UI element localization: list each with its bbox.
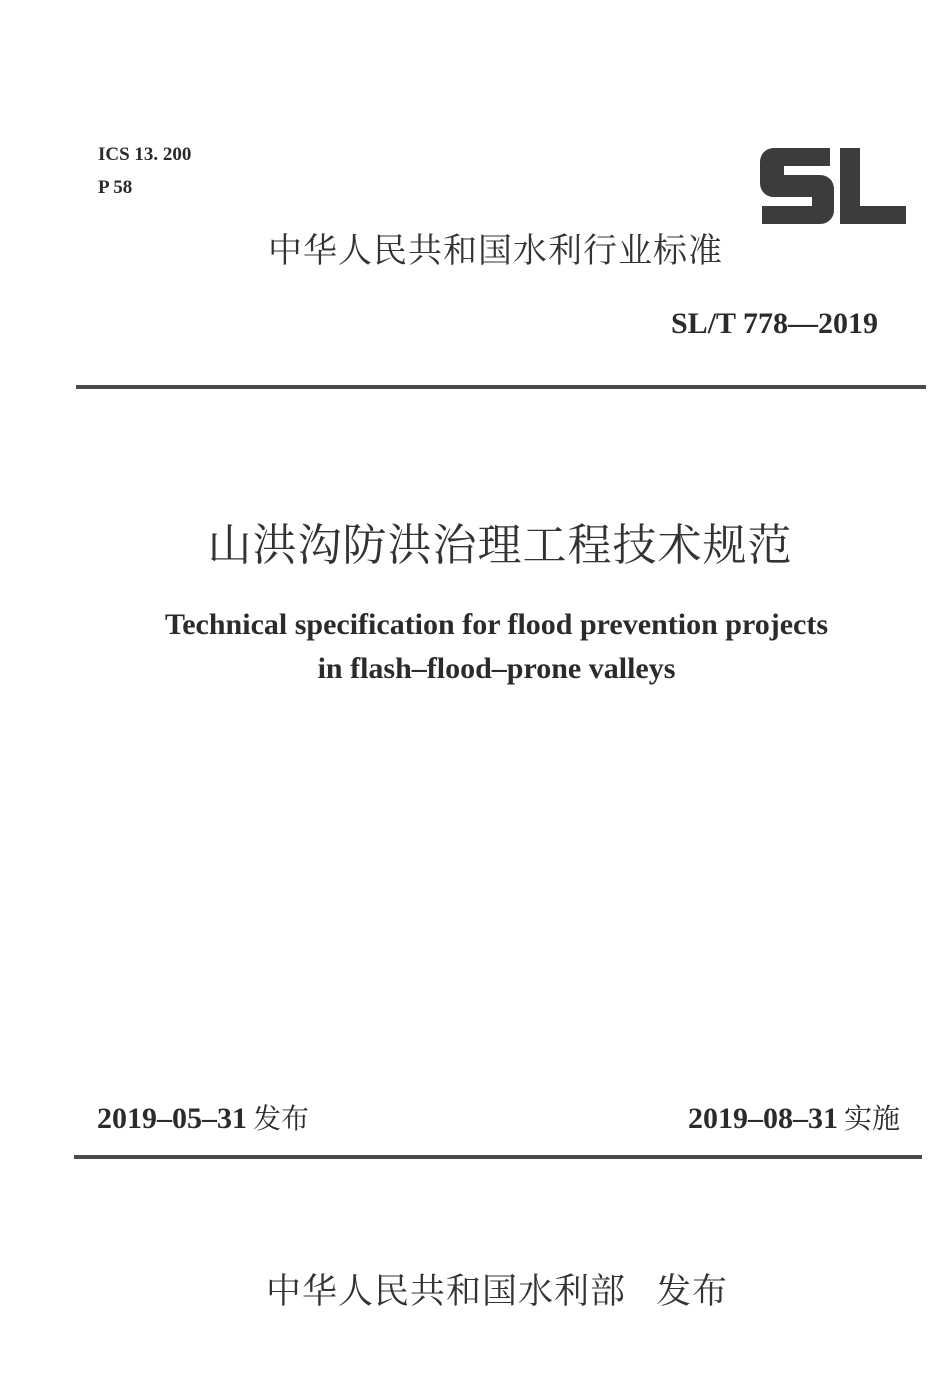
bottom-divider <box>74 1155 922 1159</box>
issuer-line <box>266 1268 728 1316</box>
issuer-action: 发布 <box>656 1272 729 1312</box>
title-english <box>0 603 950 691</box>
sl-logo-l-glyph <box>840 148 906 224</box>
issue-label: 发布 <box>253 1102 310 1135</box>
sl-logo-s-glyph <box>760 148 834 224</box>
title-english-line-1: Technical specification for flood prevention projects <box>164 608 829 641</box>
issuer-name: 中华人民共和国水利部 <box>266 1272 627 1312</box>
top-divider <box>76 385 926 389</box>
title-english-line-2: in flash–flood–prone valleys <box>317 652 676 685</box>
issue-date: 2019–05–31 <box>97 1102 247 1135</box>
implement-date-block <box>688 1099 900 1139</box>
ics-code: ICS 13. 200 <box>98 144 192 165</box>
classification-code: P 58 <box>98 177 133 198</box>
issue-date-block <box>97 1099 309 1139</box>
implement-date: 2019–08–31 <box>687 1102 838 1135</box>
standard-code: SL/T 778—2019 <box>671 307 878 340</box>
sl-logo <box>758 144 908 226</box>
implement-label: 实施 <box>843 1102 900 1135</box>
standard-category: 中华人民共和国水利行业标准 <box>268 231 723 271</box>
title-chinese: 山洪沟防洪治理工程技术规范 <box>207 520 793 571</box>
